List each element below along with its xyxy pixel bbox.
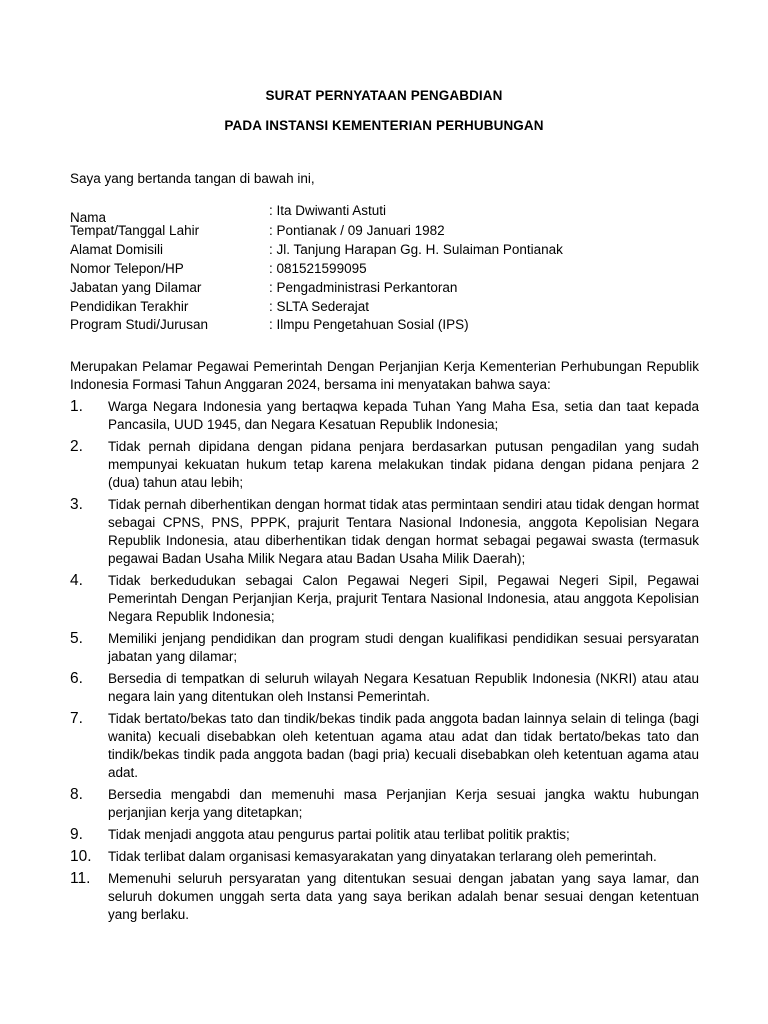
field-label: Jabatan yang Dilamar: [70, 279, 202, 295]
list-item-text: Tidak menjadi anggota atau pengurus partai politik atau terlibat politik praktis;: [108, 827, 570, 842]
list-item-number: 2.: [70, 438, 83, 455]
list-item-text: Memiliki jenjang pendidikan dan program studi dengan kualifikasi pendidikan sesuai persyaratan jabatan yang dilamar;: [108, 631, 699, 664]
list-item-text: Bersedia mengabdi dan memenuhi masa Perjanjian Kerja sesuai jangka waktu hubungan perjanjian kerja yang ditetapkan;: [108, 787, 699, 820]
list-item-text: Tidak berkedudukan sebagai Calon Pegawai Negeri Sipil, Pegawai Negeri Sipil, Pegawai Pemerintah Dengan Perjanjian Kerja, prajurit Tentara Nasional Indonesia, atau anggota Kepolisian Negara Republik Indonesia;: [108, 573, 699, 624]
list-item: [70, 572, 699, 626]
list-item: [70, 826, 699, 844]
statement-paragraph: Merupakan Pelamar Pegawai Pemerintah Dengan Perjanjian Kerja Kementerian Perhubungan Republik Indonesia Formasi Tahun Anggaran 2024, bersama ini menyatakan bahwa saya:: [70, 359, 699, 392]
field-label: Program Studi/Jurusan: [70, 317, 209, 333]
list-item-number: 6.: [70, 670, 83, 687]
field-label: Pendidikan Terakhir: [70, 298, 189, 314]
list-item-number: 4.: [70, 572, 83, 589]
list-item: [70, 786, 699, 822]
list-item: [70, 670, 699, 706]
field-label: Tempat/Tanggal Lahir: [70, 223, 200, 238]
list-item: [70, 438, 699, 492]
list-item: [70, 848, 699, 866]
field-label: Nama: [70, 210, 107, 225]
list-item-number: 9.: [70, 826, 83, 843]
document-title: SURAT PERNYATAAN PENGABDIAN: [265, 88, 503, 103]
document-subtitle: PADA INSTANSI KEMENTERIAN PERHUBUNGAN: [224, 118, 544, 133]
field-value: : Ilmpu Pengetahuan Sosial (IPS): [269, 317, 469, 333]
list-item: [70, 630, 699, 666]
list-item-text: Tidak pernah dipidana dengan pidana penjara berdasarkan putusan pengadilan yang sudah mempunyai kekuatan hukum tetap karena melakukan tindak pidana dengan pidana penjara 2 (dua) tahun atau lebih;: [108, 439, 699, 490]
list-item-number: 10.: [70, 848, 92, 865]
list-item-number: 8.: [70, 786, 83, 803]
list-item: [70, 496, 699, 568]
field-label: Nomor Telepon/HP: [70, 260, 184, 276]
list-item-number: 5.: [70, 630, 83, 647]
field-value: : Pontianak / 09 Januari 1982: [269, 223, 445, 238]
list-item-text: Bersedia di tempatkan di seluruh wilayah Negara Kesatuan Republik Indonesia (NKRI) atau atau negara lain yang ditentukan oleh Instansi Pemerintah.: [108, 671, 699, 704]
list-item-number: 7.: [70, 710, 83, 727]
list-item: [70, 710, 699, 782]
list-item-text: Warga Negara Indonesia yang bertaqwa kepada Tuhan Yang Maha Esa, setia dan taat kepada Pancasila, UUD 1945, dan Negara Kesatuan Republik Indonesia;: [108, 399, 699, 432]
list-item-text: Tidak terlibat dalam organisasi kemasyarakatan yang dinyatakan terlarang oleh pemerintah.: [108, 849, 657, 864]
list-item-number: 1.: [70, 398, 83, 415]
field-value: : 081521599095: [269, 260, 367, 276]
field-value: : Ita Dwiwanti Astuti: [269, 203, 387, 218]
field-value: : Jl. Tanjung Harapan Gg. H. Sulaiman Pontianak: [269, 241, 563, 257]
list-item-text: Tidak bertato/bekas tato dan tindik/bekas tindik pada anggota badan lainnya selain di telinga (bagi wanita) kecuali disebabkan oleh ketentuan agama atau adat dan tidak bertato/bekas tato dan tindik/bekas tindik pada anggota badan (bagi pria) kecuali disebabkan oleh ketentuan agama atau adat.: [108, 711, 699, 780]
field-value: : SLTA Sederajat: [269, 298, 370, 314]
declaration-list: [70, 398, 699, 928]
intro-text: Saya yang bertanda tangan di bawah ini,: [70, 171, 315, 186]
list-item-text: Tidak pernah diberhentikan dengan hormat tidak atas permintaan sendiri atau tidak dengan hormat sebagai CPNS, PNS, PPPK, prajurit Tentara Nasional Indonesia, anggota Kepolisian Negara Republik Indonesia, atau diberhentikan tidak dengan hormat sebagai pegawai swasta (termasuk pegawai Badan Usaha Milik Negara atau Badan Usaha Milik Daerah);: [108, 497, 699, 566]
list-item-number: 11.: [70, 870, 91, 887]
field-value: : Pengadministrasi Perkantoran: [269, 279, 458, 295]
list-item-number: 3.: [70, 496, 83, 513]
list-item: [70, 398, 699, 434]
list-item: [70, 870, 699, 924]
field-label: Alamat Domisili: [70, 241, 164, 257]
list-item-text: Memenuhi seluruh persyaratan yang ditentukan sesuai dengan jabatan yang saya lamar, dan seluruh dokumen unggah serta data yang saya berikan adalah benar sesuai dengan ketentuan yang berlaku.: [108, 871, 699, 922]
